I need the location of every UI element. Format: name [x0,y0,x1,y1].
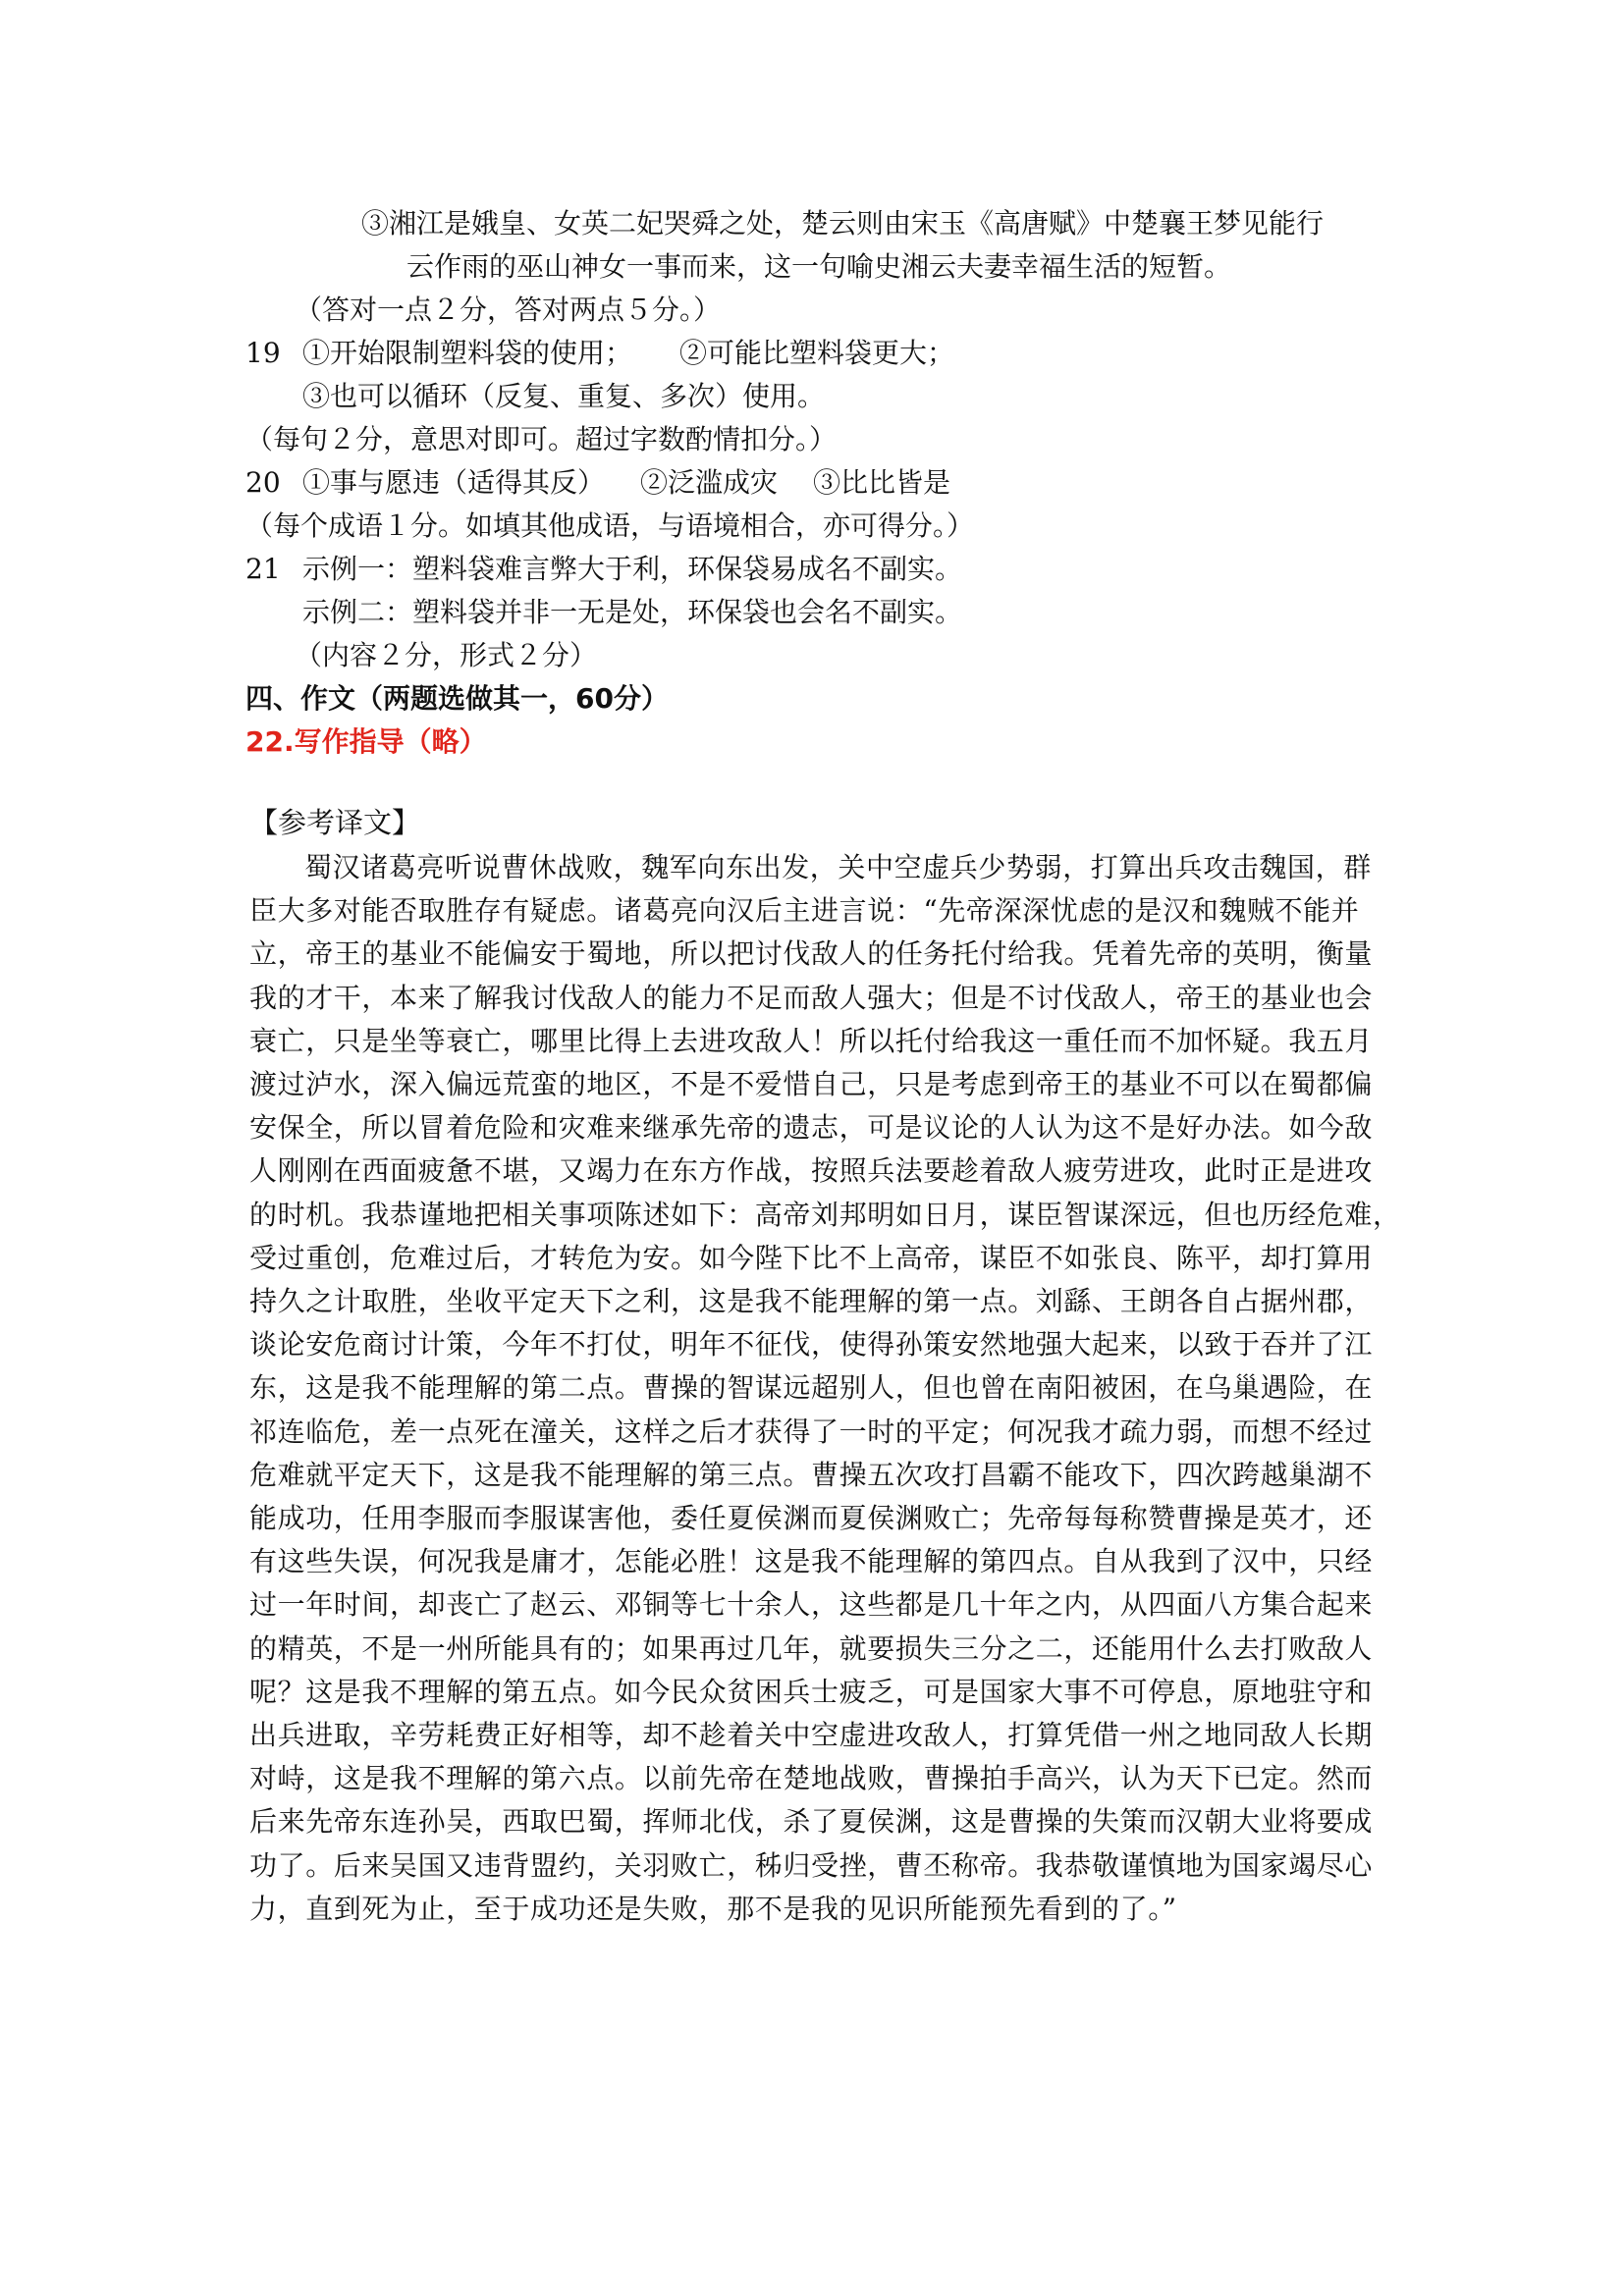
q20-item-1: ①事与愿违（适得其反） [302,466,606,499]
section-4-heading: 四、作文（两题选做其一，60分） [245,682,669,715]
q20-item-3: ③比比皆是 [813,466,951,499]
translation-line: 人刚刚在西面疲惫不堪，又竭力在东方作战，按照兵法要趁着敌人疲劳进攻，此时正是进攻 [249,1154,1374,1187]
q20-score-note: （每个成语１分。如填其他成语，与语境相合，亦可得分。） [245,509,975,542]
translation-line: 受过重创，危难过后，才转危为安。如今陛下比不上高帝，谋臣不如张良、陈平，却打算用 [249,1242,1374,1274]
translation-line: 呢？这是我不理解的第五点。如今民众贫困兵士疲乏，可是国家大事不可停息，原地驻守和 [249,1676,1374,1708]
translation-line: 力，直到死为止，至于成功还是失败，那不是我的见识所能预先看到的了。” [249,1893,1177,1925]
q20-number: 20 [245,466,281,499]
q21-example-2: 示例二：塑料袋并非一无是处，环保袋也会名不副实。 [302,596,963,628]
translation-line: 有这些失误，何况我是庸才，怎能必胜！这是我不能理解的第四点。自从我到了汉中，只经 [249,1545,1374,1577]
translation-line: 谈论安危商讨计策，今年不打仗，明年不征伐，使得孙策安然地强大起来，以致于吞并了江 [249,1328,1374,1361]
translation-line: 功了。后来吴国又违背盟约，关羽败亡，秭归受挫，曹丕称帝。我恭敬谨慎地为国家竭尽心 [249,1849,1374,1882]
q21-answer-line-1 [245,552,962,587]
translation-line: 立，帝王的基业不能偏安于蜀地，所以把讨伐敌人的任务托付给我。凭着先帝的英明，衡量 [249,937,1374,970]
q19-item-2: ②可能比塑料袋更大； [679,337,955,369]
q19-number: 19 [245,337,281,369]
translation-line: 过一年时间，却丧亡了赵云、邓铜等七十余人，这些都是几十年之内，从四面八方集合起来 [249,1588,1374,1621]
translation-line: 危难就平定天下，这是我不能理解的第三点。曹操五次攻打昌霸不能攻下，四次跨越巢湖不 [249,1459,1374,1491]
translation-line: 持久之计取胜，坐收平定天下之利，这是我不能理解的第一点。刘繇、王朗各自占据州郡， [249,1285,1374,1317]
q19-answer-line-1 [245,336,954,371]
translation-line: 对峙，这是我不理解的第六点。以前先帝在楚地战败，曹操拍手高兴，认为天下已定。然而 [249,1762,1374,1794]
translation-line: 祁连临危，差一点死在潼关，这样之后才获得了一时的平定；何况我才疏力弱，而想不经过 [249,1415,1374,1448]
translation-line: 蜀汉诸葛亮听说曹休战败，魏军向东出发，关中空虚兵少势弱，打算出兵攻击魏国，群 [304,851,1372,883]
q21-number: 21 [245,553,281,585]
q21-example-1: 示例一：塑料袋难言弊大于利，环保袋易成名不副实。 [302,553,963,585]
q20-item-2: ②泛滥成灾 [640,466,779,499]
translation-heading: 【参考译文】 [249,806,421,839]
translation-line: 的精英，不是一州所能具有的；如果再过几年，就要损失三分之二，还能用什么去打败敌人 [249,1632,1374,1665]
translation-line: 安保全，所以冒着危险和灾难来继承先帝的遗志，可是议论的人认为这不是好办法。如今敌 [249,1111,1374,1144]
translation-line: 的时机。我恭谨地把相关事项陈述如下：高帝刘邦明如日月，谋臣智谋深远，但也历经危难， [249,1199,1401,1231]
translation-line: 东，这是我不能理解的第二点。曹操的智谋远超别人，但也曾在南阳被困，在乌巢遇险，在 [249,1371,1374,1404]
translation-line: 出兵进取，辛劳耗费正好相等，却不趁着关中空虚进攻敌人，打算凭借一州之地同敌人长期 [249,1719,1374,1751]
q21-score-note: （内容２分，形式２分） [295,639,598,671]
translation-line: 能成功，任用李服而李服谋害他，委任夏侯渊而夏侯渊败亡；先帝每每称赞曹操是英才，还 [249,1502,1374,1534]
q18-score-note: （答对一点２分，答对两点５分。） [295,294,722,326]
translation-line: 后来先帝东连孙吴，西取巴蜀，挥师北伐，杀了夏侯渊，这是曹操的失策而汉朝大业将要成 [249,1805,1374,1838]
q20-answer-line [245,465,950,501]
q19-item-3: ③也可以循环（反复、重复、多次）使用。 [302,380,826,412]
translation-line: 臣大多对能否取胜存有疑虑。诸葛亮向汉后主进言说：“先帝深深忧虑的是汉和魏贼不能并 [249,894,1360,927]
q19-score-note: （每句２分，意思对即可。超过字数酌情扣分。） [245,423,838,455]
q19-item-1: ①开始限制塑料袋的使用； [302,337,633,369]
translation-line: 我的才干，本来了解我讨伐敌人的能力不足而敌人强大；但是不讨伐敌人，帝王的基业也会 [249,982,1374,1014]
q18-answer-line-2: 云作雨的巫山神女一事而来，这一句喻史湘云夫妻幸福生活的短暂。 [406,250,1232,283]
q18-answer-line-1: ③湘江是娥皇、女英二妃哭舜之处，楚云则由宋玉《高唐赋》中楚襄王梦见能行 [361,207,1325,240]
translation-line: 衰亡，只是坐等衰亡，哪里比得上去进攻敌人！所以托付给我这一重任而不加怀疑。我五月 [249,1025,1374,1057]
translation-line: 渡过泸水，深入偏远荒蛮的地区，不是不爱惜自己，只是考虑到帝王的基业不可以在蜀都偏 [249,1068,1374,1100]
q22-writing-guidance: 22.写作指导（略） [245,725,487,758]
